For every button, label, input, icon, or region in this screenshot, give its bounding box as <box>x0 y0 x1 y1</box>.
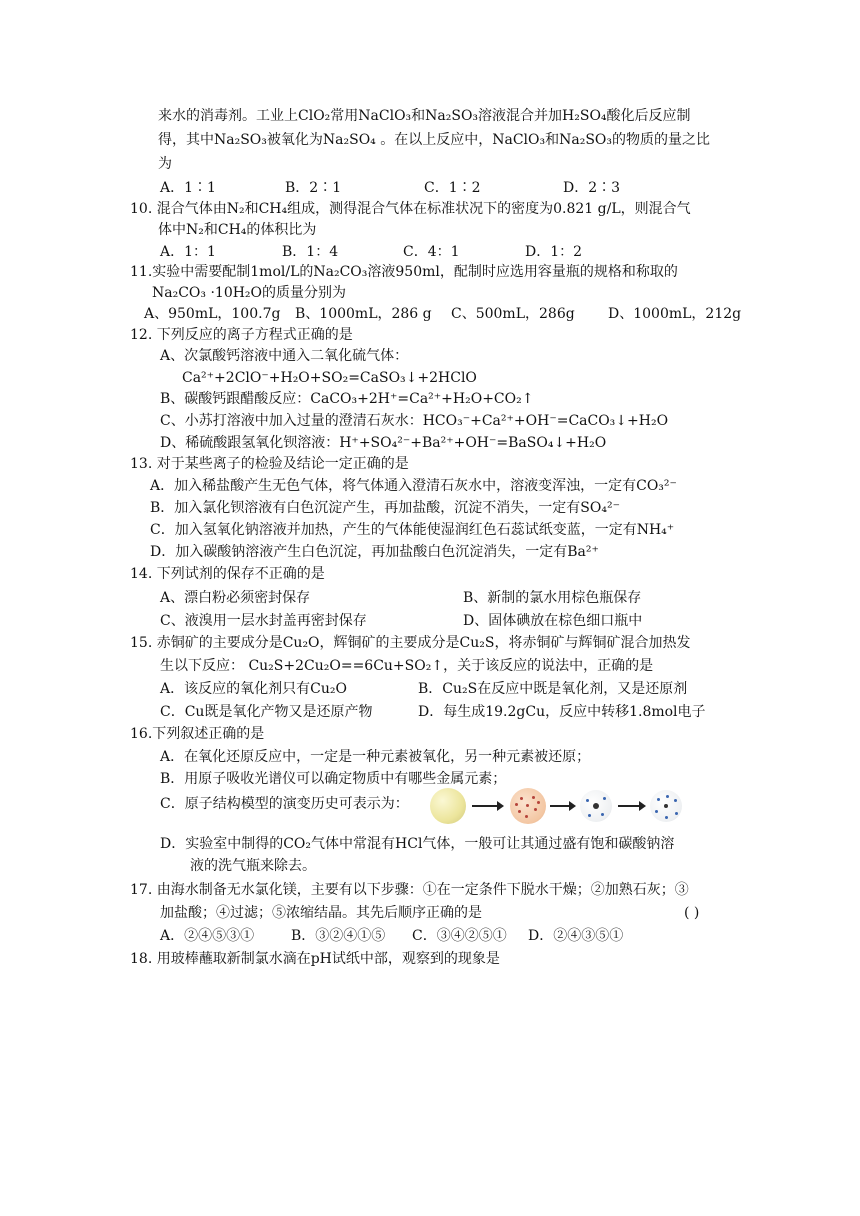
q16-option-c: C．原子结构模型的演变历史可表示为： <box>160 796 409 812</box>
q15-stem-1: 15. 赤铜矿的主要成分是Cu₂O，辉铜矿的主要成分是Cu₂S，将赤铜矿与辉铜矿混合加热发 <box>130 635 691 651</box>
q13-option-c: C．加入氢氧化钠溶液并加热，产生的气体能使湿润红色石蕊试纸变蓝，一定有NH₄⁺ <box>150 522 675 538</box>
q9-line-3: 为 <box>158 156 172 172</box>
q15-option-a: A．该反应的氧化剂只有Cu₂O <box>160 681 347 697</box>
arrow-icon <box>472 805 502 807</box>
q13-stem: 13. 对于某些离子的检验及结论一定正确的是 <box>130 456 409 472</box>
q14-stem: 14. 下列试剂的保存不正确的是 <box>130 566 325 582</box>
q11-option-d: D、1000mL，212g <box>608 306 742 322</box>
q14-option-a: A、漂白粉必须密封保存 <box>160 590 311 606</box>
q9-option-c: C．1∶2 <box>424 180 481 196</box>
q12-option-c: C、小苏打溶液中加入过量的澄清石灰水：HCO₃⁻+Ca²⁺+OH⁻=CaCO₃↓+H₂O <box>160 413 669 429</box>
q15-option-b: B．Cu₂S在反应中既是氧化剂，又是还原剂 <box>418 681 688 697</box>
q9-line-2: 得，其中Na₂SO₃被氧化为Na₂SO₄ 。在以上反应中，NaClO₃和Na₂SO₃的物质的量之比 <box>158 132 710 148</box>
q17-option-d: D．②④③⑤① <box>528 928 624 944</box>
q10-option-b: B．1：4 <box>282 244 339 260</box>
q12-stem: 12. 下列反应的离子方程式正确的是 <box>130 327 353 343</box>
q12-option-a: A、次氯酸钙溶液中通入二氧化硫气体： <box>160 348 409 364</box>
q9-option-d: D．2∶3 <box>563 180 621 196</box>
q9-line-1: 来水的消毒剂。工业上ClO₂常用NaClO₃和Na₂SO₃溶液混合并加H₂SO₄酸化后反应制 <box>158 108 691 124</box>
q11-option-b: B、1000mL，286 g <box>295 306 432 322</box>
nuclear-model <box>580 790 612 822</box>
q9-option-b: B．2∶1 <box>285 180 342 196</box>
answer-blank: ( ) <box>684 905 700 921</box>
q10-stem-1: 10. 混合气体由N₂和CH₄组成，测得混合气体在标准状况下的密度为0.821 g/L，则混合气 <box>130 201 691 217</box>
q13-option-d: D．加入碳酸钠溶液产生白色沉淀，再加盐酸白色沉淀消失，一定有Ba²⁺ <box>150 544 599 560</box>
q18-stem: 18. 用玻棒蘸取新制氯水滴在pH试纸中部，观察到的现象是 <box>130 951 500 967</box>
q17-option-c: C．③④②⑤① <box>412 928 507 944</box>
q15-option-d: D．每生成19.2gCu，反应中转移1.8mol电子 <box>418 704 706 720</box>
q11-option-c: C、500mL，286g <box>451 306 575 322</box>
q16-option-a: A．在氧化还原反应中，一定是一种元素被氧化，另一种元素被还原； <box>160 749 591 765</box>
q12-option-d: D、稀硫酸跟氢氧化钡溶液：H⁺+SO₄²⁻+Ba²⁺+OH⁻=BaSO₄↓+H₂O <box>160 435 607 451</box>
q14-option-c: C、液溴用一层水封盖再密封保存 <box>160 613 367 629</box>
q17-option-b: B．③②④①⑤ <box>291 928 386 944</box>
plum-pudding-model <box>510 788 546 824</box>
q11-stem-2: Na₂CO₃ ·10H₂O的质量分别为 <box>152 285 347 301</box>
q16-option-d-cont: 液的洗气瓶来除去。 <box>190 858 316 874</box>
q16-stem: 16.下列叙述正确的是 <box>130 726 265 742</box>
q11-stem-1: 11.实验中需要配制1mol/L的Na₂CO₃溶液950ml，配制时应选用容量瓶的规格和称取的 <box>130 264 678 280</box>
q17-option-a: A．②④⑤③① <box>160 928 255 944</box>
q14-option-d: D、固体碘放在棕色细口瓶中 <box>463 613 643 629</box>
q12-option-b: B、碳酸钙跟醋酸反应：CaCO₃+2H⁺=Ca²⁺+H₂O+CO₂↑ <box>160 391 534 407</box>
q16-option-d: D．实验室中制得的CO₂气体中常混有HCl气体，一般可让其通过盛有饱和碳酸钠溶 <box>160 836 675 852</box>
q10-stem-2: 体中N₂和CH₄的体积比为 <box>158 222 317 238</box>
q10-option-c: C．4：1 <box>403 244 460 260</box>
arrow-icon <box>618 805 644 807</box>
q12-option-a-equation: Ca²⁺+2ClO⁻+H₂O+SO₂=CaSO₃↓+2HClO <box>182 370 477 386</box>
q9-option-a: A．1∶1 <box>160 180 216 196</box>
arrow-icon <box>550 805 574 807</box>
q17-stem-2: 加盐酸；④过滤；⑤浓缩结晶。其先后顺序正确的是 <box>160 905 482 921</box>
q14-option-b: B、新制的氯水用棕色瓶保存 <box>463 590 642 606</box>
q10-option-a: A．1：1 <box>160 244 216 260</box>
q15-option-c: C．Cu既是氧化产物又是还原产物 <box>160 704 373 720</box>
q15-stem-2: 生以下反应： Cu₂S+2Cu₂O==6Cu+SO₂↑，关于该反应的说法中，正确的是 <box>160 658 654 674</box>
q16-option-b: B．用原子吸收光谱仪可以确定物质中有哪些金属元素； <box>160 771 507 787</box>
q13-option-a: A．加入稀盐酸产生无色气体，将气体通入澄清石灰水中，溶液变浑浊，一定有CO₃²⁻ <box>150 478 677 494</box>
q17-stem-1: 17. 由海水制备无水氯化镁，主要有以下步骤：①在一定条件下脱水干燥；②加熟石灰；③ <box>130 882 689 898</box>
q10-option-d: D．1：2 <box>525 244 583 260</box>
q13-option-b: B．加入氯化钡溶液有白色沉淀产生，再加盐酸，沉淀不消失，一定有SO₄²⁻ <box>150 500 620 516</box>
atomic-model-evolution-figure <box>430 786 750 826</box>
electron-cloud-model <box>650 790 682 822</box>
q11-option-a: A、950mL，100.7g <box>144 306 281 322</box>
solid-sphere-model <box>430 788 466 824</box>
